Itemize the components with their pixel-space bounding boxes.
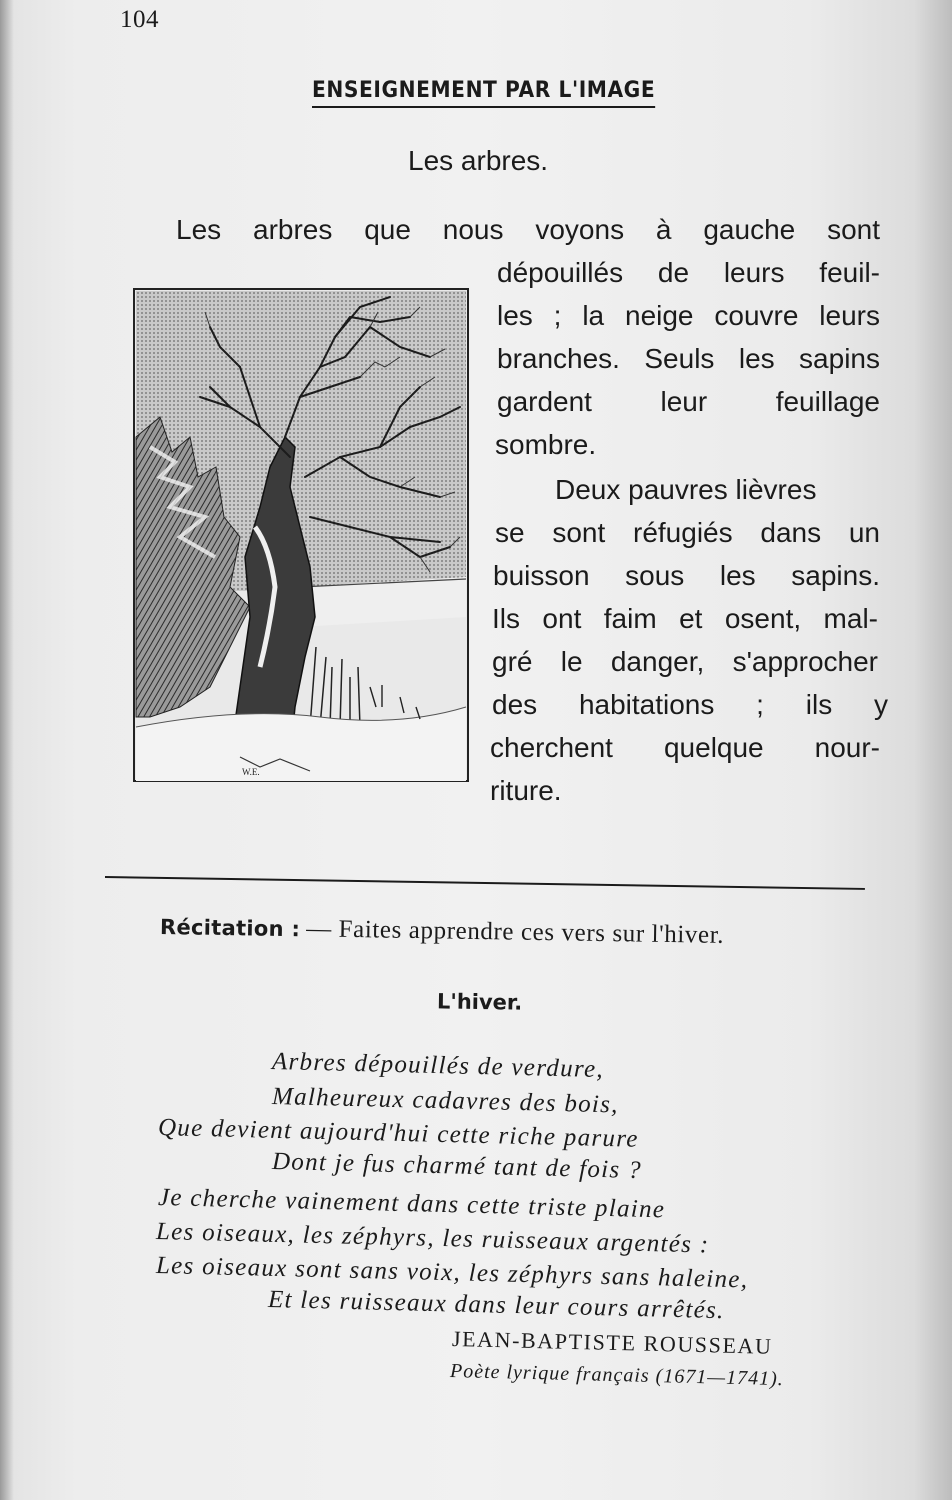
illustration-signature: W.E. bbox=[242, 767, 260, 777]
recitation-label: Récitation : bbox=[159, 915, 301, 942]
section-divider bbox=[105, 876, 865, 890]
lesson-line-4: branches. Seuls les sapins bbox=[497, 343, 880, 374]
lesson-line-7: Deux pauvres lièvres bbox=[555, 474, 817, 505]
lesson-line-5: gardent leur feuillage bbox=[497, 386, 880, 417]
lesson-title: Les arbres. bbox=[408, 145, 549, 176]
recitation-line bbox=[160, 913, 725, 950]
winter-trees-illustration bbox=[120, 287, 470, 783]
poem-verse: Malheureux cadavres des bois, bbox=[271, 1083, 620, 1119]
recitation-instruction: — Faites apprendre ces vers sur l'hiver. bbox=[305, 915, 725, 949]
poem-title: L'hiver. bbox=[436, 989, 523, 1015]
lesson-line-9: buisson sous les sapins. bbox=[493, 560, 880, 591]
lesson-line-11: gré le danger, s'approcher bbox=[492, 646, 878, 677]
poem-verse: Dont je fus charmé tant de fois ? bbox=[271, 1148, 643, 1185]
lesson-line-6: sombre. bbox=[495, 429, 597, 460]
poem-verse: Je cherche vainement dans cette triste plaine bbox=[157, 1184, 666, 1224]
section-title: ENSEIGNEMENT PAR L'IMAGE bbox=[312, 78, 655, 108]
poem-verse: Et les ruisseaux dans leur cours arrêtés. bbox=[267, 1286, 725, 1325]
lesson-line-1: Les arbres que nous voyons à gauche sont bbox=[176, 214, 880, 245]
lesson-line-8: se sont réfugiés dans un bbox=[495, 517, 880, 548]
lesson-line-10: Ils ont faim et osent, mal- bbox=[492, 603, 878, 634]
poem-verse: Les oiseaux sont sans voix, les zéphyrs sans haleine, bbox=[155, 1252, 749, 1294]
poem-verse: Les oiseaux, les zéphyrs, les ruisseaux argentés : bbox=[155, 1218, 710, 1259]
lesson-line-2: dépouillés de leurs feuil- bbox=[497, 257, 880, 288]
poem-verse: Que devient aujourd'hui cette riche parure bbox=[157, 1114, 640, 1153]
lesson-line-13: cherchent quelque nour- bbox=[490, 732, 880, 763]
poem-author-description: Poète lyrique français (1671—1741). bbox=[449, 1360, 785, 1391]
lesson-line-12: des habitations ; ils y bbox=[492, 689, 888, 720]
lesson-line-14: riture. bbox=[490, 775, 562, 806]
lesson-line-3: les ; la neige couvre leurs bbox=[497, 300, 880, 331]
page-number: 104 bbox=[120, 6, 159, 33]
poem-author: JEAN-BAPTISTE ROUSSEAU bbox=[451, 1326, 773, 1359]
poem-verse: Arbres dépouillés de verdure, bbox=[271, 1048, 605, 1084]
